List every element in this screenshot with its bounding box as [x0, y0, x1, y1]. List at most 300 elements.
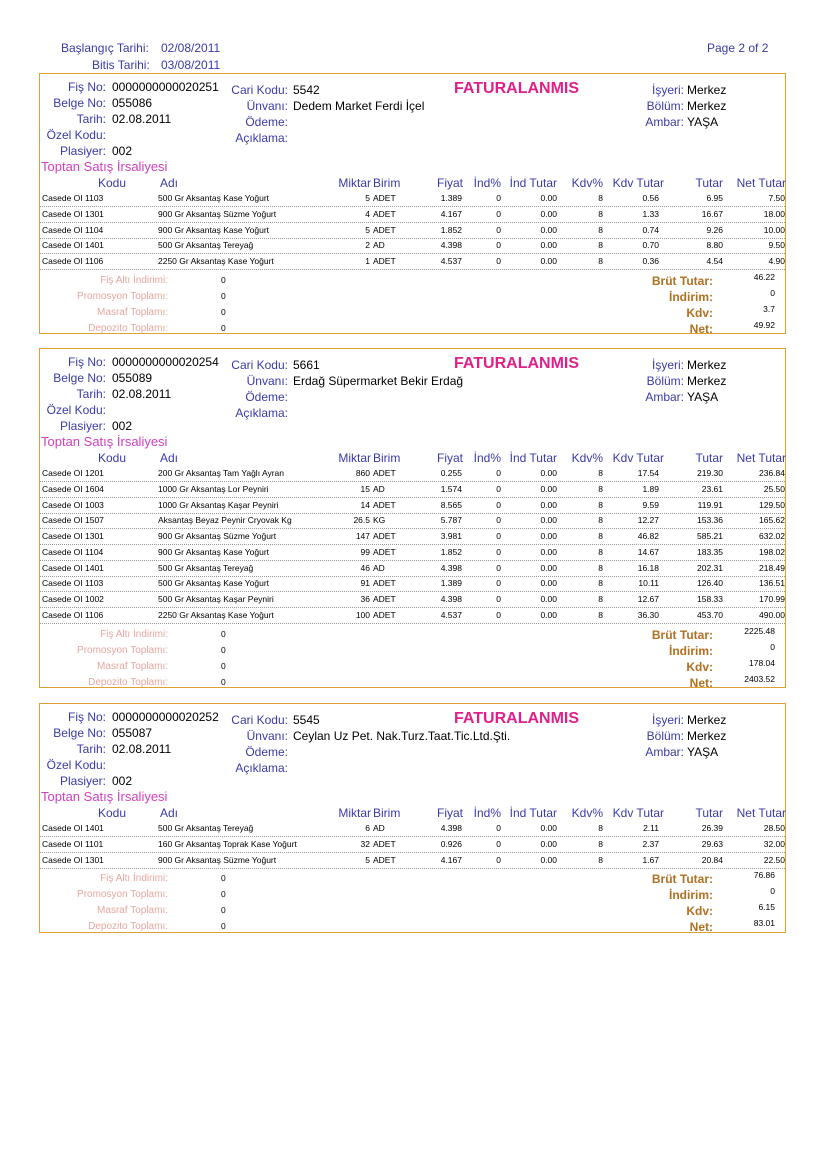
cari-kodu-value: 5542 [293, 83, 320, 97]
fis-no-label: Fiş No: [67, 355, 106, 369]
odeme-label: Ödeme: [245, 115, 288, 129]
footer-left-label: Fiş Altı İndirimi: [100, 274, 168, 286]
cell-indt: 0.00 [540, 546, 557, 557]
cell-fiyat: 1.852 [440, 546, 462, 557]
cell-net: 236.84 [759, 468, 785, 478]
column-header-fiyat: Fiyat [436, 806, 463, 820]
start-date-value: 02/08/2011 [161, 41, 221, 55]
column-header-kodu: Kodu [98, 806, 127, 820]
footer-total-value: 0 [770, 641, 775, 652]
cell-kdvt: 0.36 [642, 256, 659, 266]
cell-ind: 0 [496, 546, 501, 557]
cell-net: 129.50 [759, 499, 785, 510]
cell-net: 218.49 [759, 562, 785, 573]
footer-total-label: Kdv: [686, 305, 713, 320]
cell-kodu: Casede OI 1301 [42, 531, 104, 541]
belge-no-label: Belge No: [53, 371, 106, 385]
tarih-value: 02.08.2011 [112, 112, 172, 126]
cell-kdvt: 2.37 [642, 838, 659, 849]
table-row [40, 607, 785, 624]
cell-indt: 0.00 [540, 578, 557, 589]
cell-indt: 0.00 [540, 224, 557, 235]
cell-birim: ADET [373, 609, 396, 620]
cell-indt: 0.00 [540, 562, 557, 573]
footer-left-value: 0 [221, 905, 226, 916]
plasiyer-label: Plasiyer: [59, 419, 106, 433]
cell-ind: 0 [496, 531, 501, 541]
plasiyer-label: Plasiyer: [59, 144, 106, 158]
footer-left-label: Masraf Toplamı: [97, 905, 168, 917]
isyeri-label: İşyeri: [651, 713, 684, 727]
cell-kodu: Casede OI 1401 [42, 240, 104, 251]
cell-fiyat: 4.398 [440, 823, 462, 833]
cell-net: 490.00 [759, 609, 785, 620]
cell-birim: ADET [373, 468, 396, 478]
odeme-label: Ödeme: [245, 745, 288, 759]
footer-total-label: Brüt Tutar: [651, 273, 713, 288]
table-row [40, 820, 785, 837]
cell-tutar: 119.91 [697, 499, 723, 510]
cell-kdvt: 9.59 [642, 499, 659, 510]
plasiyer-label: Plasiyer: [59, 774, 106, 788]
table-row [40, 852, 785, 869]
cell-tutar: 202.31 [697, 562, 723, 573]
footer-left-value: 0 [221, 274, 226, 285]
cell-adi: 900 Gr Aksantaş Süzme Yoğurt [158, 208, 277, 219]
cell-fiyat: 3.981 [440, 531, 462, 541]
cell-kdvt: 1.89 [642, 483, 659, 494]
table-row [40, 528, 785, 545]
document-type: Toptan Satış İrsaliyesi [41, 434, 168, 449]
start-date-label: Başlangıç Tarihi: [61, 41, 149, 55]
cell-ind: 0 [496, 240, 501, 251]
cell-kdvt: 12.67 [637, 594, 659, 604]
footer-total-value: 0 [770, 287, 775, 298]
cell-miktar: 36 [360, 594, 370, 604]
cell-birim: ADET [373, 838, 396, 849]
footer-left-value: 0 [221, 644, 226, 655]
footer-left-label: Promosyon Toplamı: [77, 644, 168, 656]
cell-net: 25.50 [763, 483, 785, 494]
cell-birim: ADET [373, 499, 396, 510]
cell-tutar: 453.70 [697, 609, 723, 620]
footer-total-value: 178.04 [749, 657, 775, 668]
footer-total-label: Net: [689, 321, 713, 336]
cell-birim: ADET [373, 224, 396, 235]
cell-miktar: 1 [365, 256, 370, 266]
table-row [40, 591, 785, 608]
cell-birim: ADET [373, 578, 396, 589]
cell-miktar: 5 [365, 224, 370, 235]
cell-kdv: 8 [598, 838, 603, 849]
cell-kdvt: 0.74 [642, 224, 659, 235]
cell-adi: 500 Gr Aksantaş Tereyağ [158, 823, 254, 833]
cell-tutar: 6.95 [706, 193, 723, 203]
cari-kodu-label: Cari Kodu: [231, 358, 288, 372]
cari-kodu-value: 5545 [293, 713, 320, 727]
cell-kdv: 8 [598, 578, 603, 589]
cell-fiyat: 1.574 [440, 483, 462, 494]
unvani-label: Ünvanı: [246, 374, 288, 388]
cari-kodu-label: Cari Kodu: [231, 713, 288, 727]
cell-kdv: 8 [598, 546, 603, 557]
cell-birim: KG [373, 515, 386, 526]
cell-birim: AD [373, 483, 385, 494]
footer-left-label: Fiş Altı İndirimi: [100, 873, 168, 885]
cell-indt: 0.00 [540, 193, 557, 203]
cell-fiyat: 4.398 [440, 240, 462, 251]
cell-adi: 900 Gr Aksantaş Kase Yoğurt [158, 546, 270, 557]
cell-tutar: 26.39 [701, 823, 723, 833]
table-row [40, 512, 785, 529]
footer-total-value: 49.92 [753, 319, 775, 330]
column-header-adi: Adı [160, 451, 179, 465]
cell-miktar: 2 [365, 240, 370, 251]
table-row [40, 190, 785, 207]
cell-birim: ADET [373, 208, 396, 219]
cell-kodu: Casede OI 1106 [42, 256, 104, 266]
unvani-label: Ünvanı: [246, 729, 288, 743]
cell-kodu: Casede OI 1301 [42, 854, 104, 865]
isyeri-label: İşyeri: [651, 358, 684, 372]
column-header-birim: Birim [373, 176, 401, 190]
cell-kdvt: 46.82 [637, 531, 659, 541]
footer-left-label: Masraf Toplamı: [97, 306, 168, 318]
cell-ind: 0 [496, 515, 501, 526]
footer-left-label: Masraf Toplamı: [97, 660, 168, 672]
status-label: FATURALANMIS [454, 80, 580, 97]
fis-no-value: 0000000000020254 [112, 355, 219, 369]
column-header-net: Net Tutar [736, 176, 786, 190]
table-row [40, 222, 785, 239]
status-label: FATURALANMIS [454, 710, 580, 727]
cell-net: 136.51 [759, 578, 785, 589]
cell-tutar: 29.63 [701, 838, 723, 849]
cell-kdvt: 1.33 [642, 208, 659, 219]
cell-tutar: 9.26 [706, 224, 723, 235]
cell-kodu: Casede OI 1604 [42, 483, 104, 494]
cell-birim: ADET [373, 546, 396, 557]
belge-no-value: 055087 [112, 726, 153, 740]
ambar-label: Ambar: [645, 745, 684, 759]
cell-tutar: 126.40 [697, 578, 723, 589]
cell-kdvt: 16.18 [637, 562, 659, 573]
cell-birim: ADET [373, 256, 396, 266]
column-header-fiyat: Fiyat [436, 451, 463, 465]
ozel-kodu-label: Özel Kodu: [46, 128, 106, 142]
cell-birim: AD [373, 823, 385, 833]
cell-kdvt: 36.30 [637, 609, 659, 620]
cell-indt: 0.00 [540, 531, 557, 541]
footer-left-label: Promosyon Toplamı: [77, 290, 168, 302]
column-header-fiyat: Fiyat [436, 176, 463, 190]
footer-left-value: 0 [221, 873, 226, 884]
cell-adi: 500 Gr Aksantaş Kase Yoğurt [158, 578, 270, 589]
cell-indt: 0.00 [540, 854, 557, 865]
unvani-label: Ünvanı: [246, 99, 288, 113]
cell-miktar: 14 [360, 499, 370, 510]
cell-kdvt: 14.67 [637, 546, 659, 557]
plasiyer-value: 002 [112, 419, 133, 433]
cell-ind: 0 [496, 609, 501, 620]
cell-kdv: 8 [598, 224, 603, 235]
column-header-kdvt: Kdv Tutar [612, 176, 664, 190]
footer-left-value: 0 [221, 290, 226, 301]
isyeri-value: Merkez [687, 83, 727, 97]
isyeri-value: Merkez [687, 358, 727, 372]
cell-ind: 0 [496, 256, 501, 266]
cell-kdv: 8 [598, 823, 603, 833]
cell-fiyat: 4.398 [440, 594, 462, 604]
cell-indt: 0.00 [540, 208, 557, 219]
cell-adi: 500 Gr Aksantaş Kase Yoğurt [158, 193, 270, 203]
column-header-net: Net Tutar [736, 806, 786, 820]
footer-total-label: Brüt Tutar: [651, 872, 713, 887]
cell-net: 7.50 [768, 193, 785, 203]
cell-fiyat: 0.255 [440, 468, 462, 478]
end-date-label: Bitis Tarihi: [92, 58, 150, 72]
column-header-kdvt: Kdv Tutar [612, 451, 664, 465]
unvani-value: Dedem Market Ferdi İçel [293, 99, 425, 113]
bolum-label: Bölüm: [646, 374, 684, 388]
cell-indt: 0.00 [540, 609, 557, 620]
column-header-tutar: Tutar [695, 451, 723, 465]
column-header-miktar: Miktar [338, 176, 371, 190]
cell-net: 28.50 [763, 823, 785, 833]
column-header-tutar: Tutar [695, 806, 723, 820]
cell-kdv: 8 [598, 256, 603, 266]
cell-kdvt: 17.54 [637, 468, 659, 478]
bolum-value: Merkez [687, 729, 727, 743]
cell-fiyat: 4.398 [440, 562, 462, 573]
table-row [40, 206, 785, 223]
table-row [40, 481, 785, 498]
cell-adi: 500 Gr Aksantaş Tereyağ [158, 240, 254, 251]
cell-net: 170.99 [759, 594, 785, 604]
cell-kdv: 8 [598, 562, 603, 573]
table-row [40, 575, 785, 592]
cell-ind: 0 [496, 594, 501, 604]
footer-total-value: 0 [770, 886, 775, 897]
odeme-label: Ödeme: [245, 390, 288, 404]
footer-total-label: Kdv: [686, 904, 713, 919]
cell-adi: 2250 Gr Aksantaş Kase Yoğurt [158, 256, 274, 266]
invoice-block [39, 348, 786, 688]
cell-kodu: Casede OI 1002 [42, 594, 104, 604]
cell-adi: 200 Gr Aksantaş Tam Yağlı Ayran [158, 468, 285, 478]
tarih-value: 02.08.2011 [112, 387, 172, 401]
column-header-miktar: Miktar [338, 806, 371, 820]
ambar-value: YAŞA [687, 390, 719, 404]
column-header-adi: Adı [160, 176, 179, 190]
table-row [40, 497, 785, 514]
cell-net: 198.02 [759, 546, 785, 557]
ozel-kodu-label: Özel Kodu: [46, 758, 106, 772]
unvani-value: Ceylan Uz Pet. Nak.Turz.Taat.Tic.Ltd.Şti. [293, 729, 511, 743]
cell-tutar: 8.80 [706, 240, 723, 251]
fis-no-label: Fiş No: [67, 710, 106, 724]
cell-kdv: 8 [598, 531, 603, 541]
footer-total-value: 2225.48 [744, 625, 775, 636]
cell-indt: 0.00 [540, 515, 557, 526]
ozel-kodu-label: Özel Kodu: [46, 403, 106, 417]
footer-left-label: Depozito Toplamı: [88, 322, 168, 334]
cell-tutar: 16.67 [701, 208, 723, 219]
cell-kdvt: 0.70 [642, 240, 659, 251]
document-type: Toptan Satış İrsaliyesi [41, 159, 168, 174]
cell-net: 32.00 [763, 838, 785, 849]
cell-kodu: Casede OI 1507 [42, 515, 104, 526]
tarih-label: Tarih: [76, 112, 106, 126]
cell-ind: 0 [496, 224, 501, 235]
footer-total-value: 83.01 [753, 918, 775, 929]
bolum-value: Merkez [687, 99, 727, 113]
plasiyer-value: 002 [112, 144, 133, 158]
cell-tutar: 585.21 [697, 531, 723, 541]
footer-total-value: 76.86 [753, 870, 775, 881]
cell-indt: 0.00 [540, 468, 557, 478]
cell-fiyat: 1.389 [440, 193, 462, 203]
footer-left-label: Depozito Toplamı: [88, 921, 168, 933]
cell-net: 22.50 [763, 854, 785, 865]
cell-miktar: 6 [365, 823, 370, 833]
cell-birim: ADET [373, 594, 396, 604]
footer-left-value: 0 [221, 322, 226, 333]
footer-total-label: Kdv: [686, 659, 713, 674]
cell-miktar: 32 [360, 838, 370, 849]
cell-kdv: 8 [598, 208, 603, 219]
table-row [40, 836, 785, 853]
column-header-indt: İnd Tutar [509, 806, 557, 820]
cell-ind: 0 [496, 193, 501, 203]
cell-ind: 0 [496, 562, 501, 573]
belge-no-value: 055089 [112, 371, 153, 385]
isyeri-label: İşyeri: [651, 83, 684, 97]
cell-tutar: 4.54 [706, 256, 723, 266]
cell-miktar: 91 [360, 578, 370, 589]
tarih-label: Tarih: [76, 387, 106, 401]
aciklama-label: Açıklama: [235, 131, 288, 145]
cell-kdv: 8 [598, 854, 603, 865]
ambar-value: YAŞA [687, 115, 719, 129]
column-header-kdv: Kdv% [571, 451, 603, 465]
cell-ind: 0 [496, 483, 501, 494]
cell-miktar: 99 [360, 546, 370, 557]
footer-total-label: İndirim: [669, 289, 713, 304]
document-type: Toptan Satış İrsaliyesi [41, 789, 168, 804]
cell-miktar: 860 [355, 468, 370, 478]
footer-left-label: Promosyon Toplamı: [77, 889, 168, 901]
tarih-label: Tarih: [76, 742, 106, 756]
column-header-ind: İnd% [473, 451, 501, 465]
footer-total-value: 46.22 [753, 271, 775, 282]
cell-kodu: Casede OI 1103 [42, 193, 104, 203]
end-date-value: 03/08/2011 [161, 58, 221, 72]
column-header-indt: İnd Tutar [509, 451, 557, 465]
cell-adi: 500 Gr Aksantaş Tereyağ [158, 562, 254, 573]
footer-left-value: 0 [221, 660, 226, 671]
cari-kodu-value: 5661 [293, 358, 320, 372]
cell-kdvt: 12.27 [637, 515, 659, 526]
table-row [40, 237, 785, 254]
cari-kodu-label: Cari Kodu: [231, 83, 288, 97]
cell-kdv: 8 [598, 515, 603, 526]
cell-net: 165.62 [759, 515, 785, 526]
cell-ind: 0 [496, 854, 501, 865]
cell-miktar: 147 [355, 531, 370, 541]
cell-birim: ADET [373, 854, 396, 865]
cell-indt: 0.00 [540, 838, 557, 849]
ambar-value: YAŞA [687, 745, 719, 759]
plasiyer-value: 002 [112, 774, 133, 788]
cell-kodu: Casede OI 1101 [42, 838, 104, 849]
cell-indt: 0.00 [540, 256, 557, 266]
column-header-birim: Birim [373, 451, 401, 465]
column-header-ind: İnd% [473, 806, 501, 820]
cell-ind: 0 [496, 578, 501, 589]
cell-miktar: 15 [360, 483, 370, 494]
footer-total-label: İndirim: [669, 888, 713, 903]
table-row [40, 465, 785, 482]
cell-tutar: 23.61 [701, 483, 723, 494]
cell-kdv: 8 [598, 193, 603, 203]
cell-indt: 0.00 [540, 499, 557, 510]
cell-kodu: Casede OI 1301 [42, 208, 104, 219]
column-header-ind: İnd% [473, 176, 501, 190]
column-header-net: Net Tutar [736, 451, 786, 465]
tarih-value: 02.08.2011 [112, 742, 172, 756]
cell-adi: Aksantaş Beyaz Peynir Cryovak Kg [158, 515, 292, 526]
cell-adi: 900 Gr Aksantaş Süzme Yoğurt [158, 854, 277, 865]
cell-net: 632.02 [759, 531, 785, 541]
bolum-label: Bölüm: [646, 99, 684, 113]
cell-fiyat: 0.926 [440, 838, 462, 849]
fis-no-value: 0000000000020252 [112, 710, 219, 724]
footer-left-label: Fiş Altı İndirimi: [100, 628, 168, 640]
cell-ind: 0 [496, 838, 501, 849]
cell-kodu: Casede OI 1106 [42, 609, 104, 620]
column-header-kdv: Kdv% [571, 806, 603, 820]
cell-kodu: Casede OI 1003 [42, 499, 104, 510]
cell-ind: 0 [496, 823, 501, 833]
invoice-block [39, 73, 786, 334]
footer-left-value: 0 [221, 628, 226, 639]
belge-no-label: Belge No: [53, 96, 106, 110]
cell-adi: 2250 Gr Aksantaş Kase Yoğurt [158, 609, 274, 620]
cell-adi: 500 Gr Aksantaş Kaşar Peyniri [158, 594, 274, 604]
cell-kodu: Casede OI 1401 [42, 562, 104, 573]
footer-left-value: 0 [221, 889, 226, 900]
cell-kodu: Casede OI 1103 [42, 578, 104, 589]
cell-fiyat: 5.787 [440, 515, 462, 526]
fis-no-label: Fiş No: [67, 80, 106, 94]
footer-left-label: Depozito Toplamı: [88, 676, 168, 688]
cell-tutar: 20.84 [701, 854, 723, 865]
cell-tutar: 183.35 [697, 546, 723, 557]
column-header-adi: Adı [160, 806, 179, 820]
table-row [40, 560, 785, 577]
cell-fiyat: 8.565 [440, 499, 462, 510]
cell-ind: 0 [496, 468, 501, 478]
cell-miktar: 5 [365, 193, 370, 203]
footer-total-value: 3.7 [763, 303, 775, 314]
isyeri-value: Merkez [687, 713, 727, 727]
cell-fiyat: 4.167 [440, 208, 462, 219]
cell-fiyat: 4.537 [440, 256, 462, 266]
cell-kdv: 8 [598, 594, 603, 604]
unvani-value: Erdağ Süpermarket Bekir Erdağ [293, 374, 464, 388]
footer-total-value: 6.15 [758, 902, 775, 913]
